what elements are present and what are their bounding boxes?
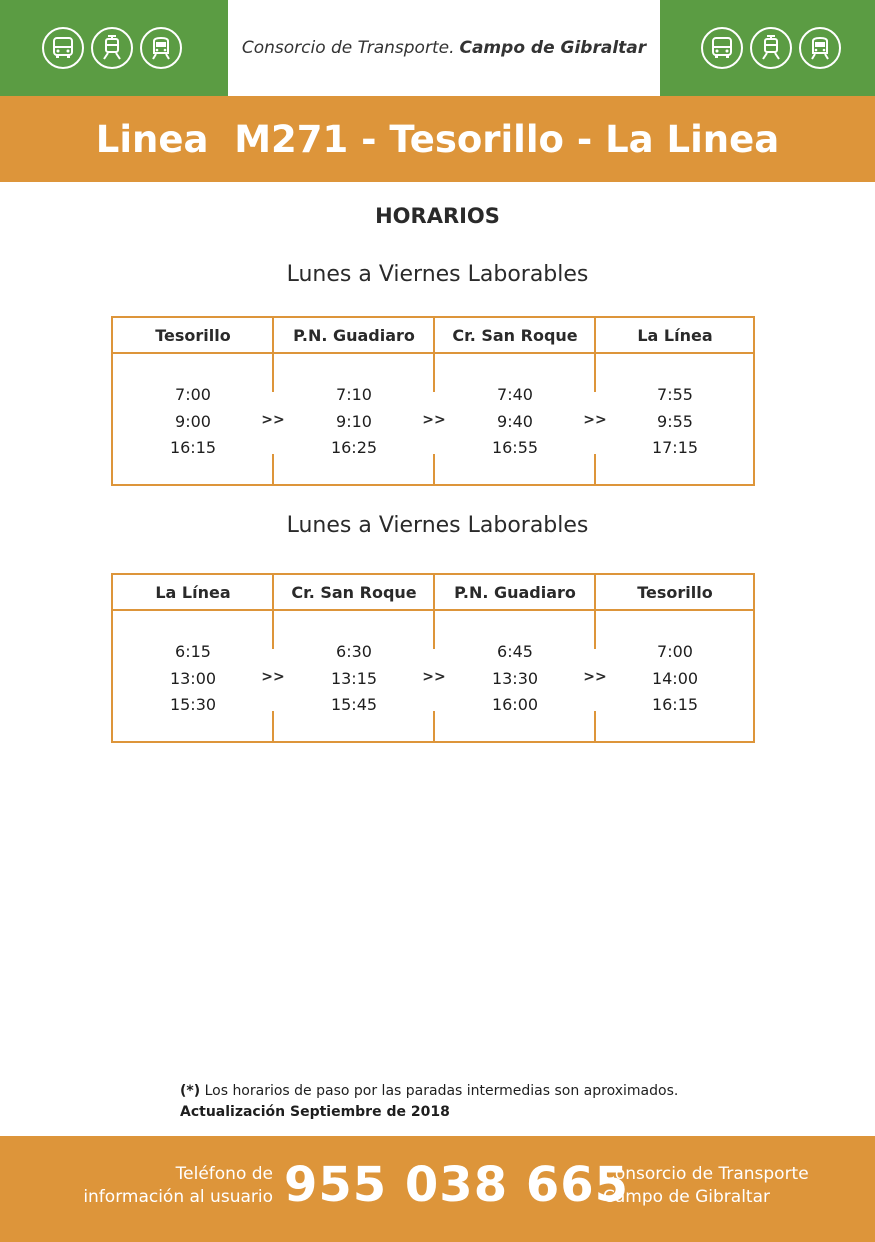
train-icon xyxy=(799,27,841,69)
column-divider xyxy=(272,575,274,611)
org-name-part1: Consorcio de Transporte. xyxy=(241,38,455,58)
stop-header: La Línea xyxy=(155,582,231,602)
departure-time: 7:00 xyxy=(175,385,211,404)
column-divider xyxy=(433,575,435,611)
stop-header: Tesorillo xyxy=(637,582,713,602)
times-column xyxy=(274,639,434,719)
footnote-text: Los horarios de paso por las paradas intermedias son aproximados. xyxy=(200,1083,679,1099)
column-divider xyxy=(272,318,274,354)
footer-organization xyxy=(603,1163,809,1209)
footer-org-line1: Consorcio de Transporte xyxy=(603,1164,809,1184)
footer xyxy=(0,1136,875,1242)
direction-arrow: >> xyxy=(583,412,607,428)
phone-label-line2: información al usuario xyxy=(83,1187,273,1207)
direction-arrow: >> xyxy=(261,669,285,685)
timetable-2 xyxy=(111,573,755,743)
section-title-2: Lunes a Viernes Laborables xyxy=(286,513,589,538)
footnote-mark: (*) xyxy=(180,1083,201,1099)
departure-time: 13:00 xyxy=(169,668,217,688)
footer-org-line2: Campo de Gibraltar xyxy=(603,1187,770,1207)
departure-time: 6:15 xyxy=(175,642,211,661)
stop-header: La Línea xyxy=(637,325,713,345)
column-divider xyxy=(594,318,596,354)
timetable-1 xyxy=(111,316,755,486)
times-column xyxy=(435,639,595,719)
phone-label-line1: Teléfono de xyxy=(175,1164,273,1184)
departure-time: 7:10 xyxy=(336,385,372,404)
phone-number[interactable]: 955 038 665 xyxy=(284,1157,630,1213)
departure-time: 16:00 xyxy=(491,695,539,714)
direction-arrow: >> xyxy=(261,412,285,428)
line-title: Linea M271 - Tesorillo - La Linea xyxy=(0,96,875,182)
times-column xyxy=(113,382,273,462)
departure-time: 7:00 xyxy=(657,642,693,661)
direction-arrow: >> xyxy=(422,412,446,428)
column-divider xyxy=(433,318,435,354)
bus-icon xyxy=(701,27,743,69)
departure-time: 16:55 xyxy=(491,438,539,457)
header-organization xyxy=(228,0,660,96)
phone-label xyxy=(83,1163,273,1209)
departure-time: 17:15 xyxy=(651,438,699,457)
times-column xyxy=(595,639,755,719)
departure-time: 9:55 xyxy=(657,411,693,431)
departure-time: 9:10 xyxy=(336,411,372,431)
stop-header: Cr. San Roque xyxy=(452,325,578,345)
stop-header: Tesorillo xyxy=(155,325,231,345)
stop-header: P.N. Guadiaro xyxy=(454,582,576,602)
bus-icon xyxy=(42,27,84,69)
org-name-part2: Campo de Gibraltar xyxy=(459,38,647,58)
departure-time: 16:25 xyxy=(330,438,378,457)
column-divider xyxy=(594,575,596,611)
times-column xyxy=(274,382,434,462)
departure-time: 9:00 xyxy=(175,411,211,431)
departure-time: 13:15 xyxy=(330,668,378,688)
departure-time: 16:15 xyxy=(651,695,699,714)
departure-time: 7:40 xyxy=(497,385,533,404)
departure-time: 7:55 xyxy=(657,385,693,404)
stop-header: P.N. Guadiaro xyxy=(293,325,415,345)
tram-icon xyxy=(750,27,792,69)
times-column xyxy=(435,382,595,462)
departure-time: 9:40 xyxy=(497,411,533,431)
times-column xyxy=(595,382,755,462)
departure-time: 16:15 xyxy=(169,438,217,457)
departure-time: 15:30 xyxy=(169,695,217,714)
header-icons-right xyxy=(660,0,875,96)
tram-icon xyxy=(91,27,133,69)
departure-time: 14:00 xyxy=(651,668,699,688)
direction-arrow: >> xyxy=(422,669,446,685)
schedule-heading: HORARIOS xyxy=(375,204,500,228)
times-column xyxy=(113,639,273,719)
departure-time: 6:45 xyxy=(497,642,533,661)
departure-time: 15:45 xyxy=(330,695,378,714)
update-date: Actualización Septiembre de 2018 xyxy=(180,1104,450,1120)
stop-header: Cr. San Roque xyxy=(291,582,417,602)
direction-arrow: >> xyxy=(583,669,607,685)
header-icons-left xyxy=(0,0,228,96)
section-title-1: Lunes a Viernes Laborables xyxy=(286,262,589,287)
departure-time: 6:30 xyxy=(336,642,372,661)
train-icon xyxy=(140,27,182,69)
footnote xyxy=(180,1081,678,1123)
departure-time: 13:30 xyxy=(491,668,539,688)
